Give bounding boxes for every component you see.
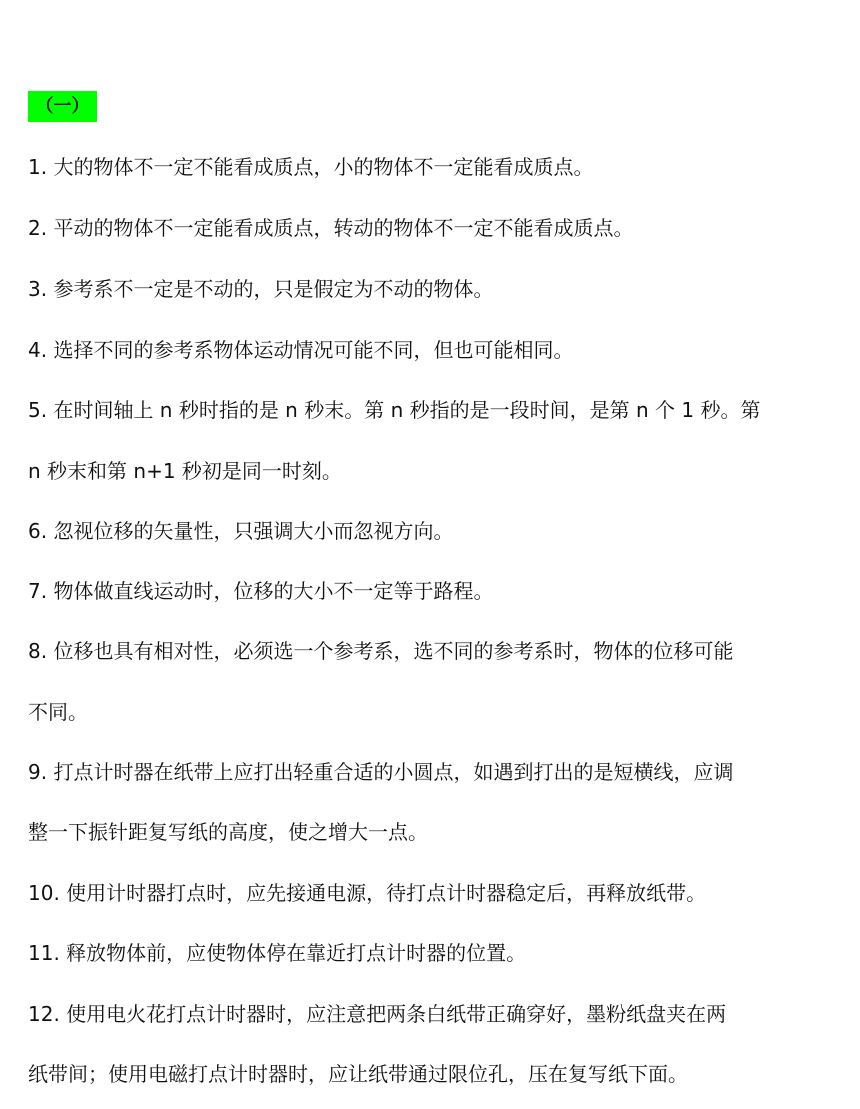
item-3-line-1: 3. 参考系不一定是不动的，只是假定为不动的物体。: [28, 277, 494, 301]
item-4-line-1: 4. 选择不同的参考系物体运动情况可能不同，但也可能相同。: [28, 338, 574, 362]
item-5-line-1: 5. 在时间轴上 n 秒时指的是 n 秒末。第 n 秒指的是一段时间，是第 n 个 1 秒。第: [28, 398, 761, 422]
item-9-line-2: 整一下振针距复写纸的高度，使之增大一点。: [28, 820, 428, 844]
item-7-line-1: 7. 物体做直线运动时，位移的大小不一定等于路程。: [28, 579, 494, 603]
item-8-line-1: 8. 位移也具有相对性，必须选一个参考系，选不同的参考系时，物体的位移可能: [28, 639, 734, 663]
item-12-line-1: 12. 使用电火花打点计时器时，应注意把两条白纸带正确穿好，墨粉纸盘夹在两: [28, 1002, 727, 1026]
item-9-line-1: 9. 打点计时器在纸带上应打出轻重合适的小圆点，如遇到打出的是短横线，应调: [28, 760, 734, 784]
item-6-line-1: 6. 忽视位移的矢量性，只强调大小而忽视方向。: [28, 519, 454, 543]
item-12-line-2: 纸带间；使用电磁打点计时器时，应让纸带通过限位孔，压在复写纸下面。: [28, 1062, 688, 1086]
section-heading: （一）: [28, 91, 97, 122]
item-10-line-1: 10. 使用计时器打点时，应先接通电源，待打点计时器稳定后，再释放纸带。: [28, 881, 707, 905]
item-8-line-2: 不同。: [28, 700, 88, 724]
item-5-line-2: n 秒末和第 n+1 秒初是同一时刻。: [28, 459, 342, 483]
item-2-line-1: 2. 平动的物体不一定能看成质点，转动的物体不一定不能看成质点。: [28, 216, 634, 240]
item-11-line-1: 11. 释放物体前，应使物体停在靠近打点计时器的位置。: [28, 941, 527, 965]
item-1-line-1: 1. 大的物体不一定不能看成质点，小的物体不一定能看成质点。: [28, 155, 594, 179]
